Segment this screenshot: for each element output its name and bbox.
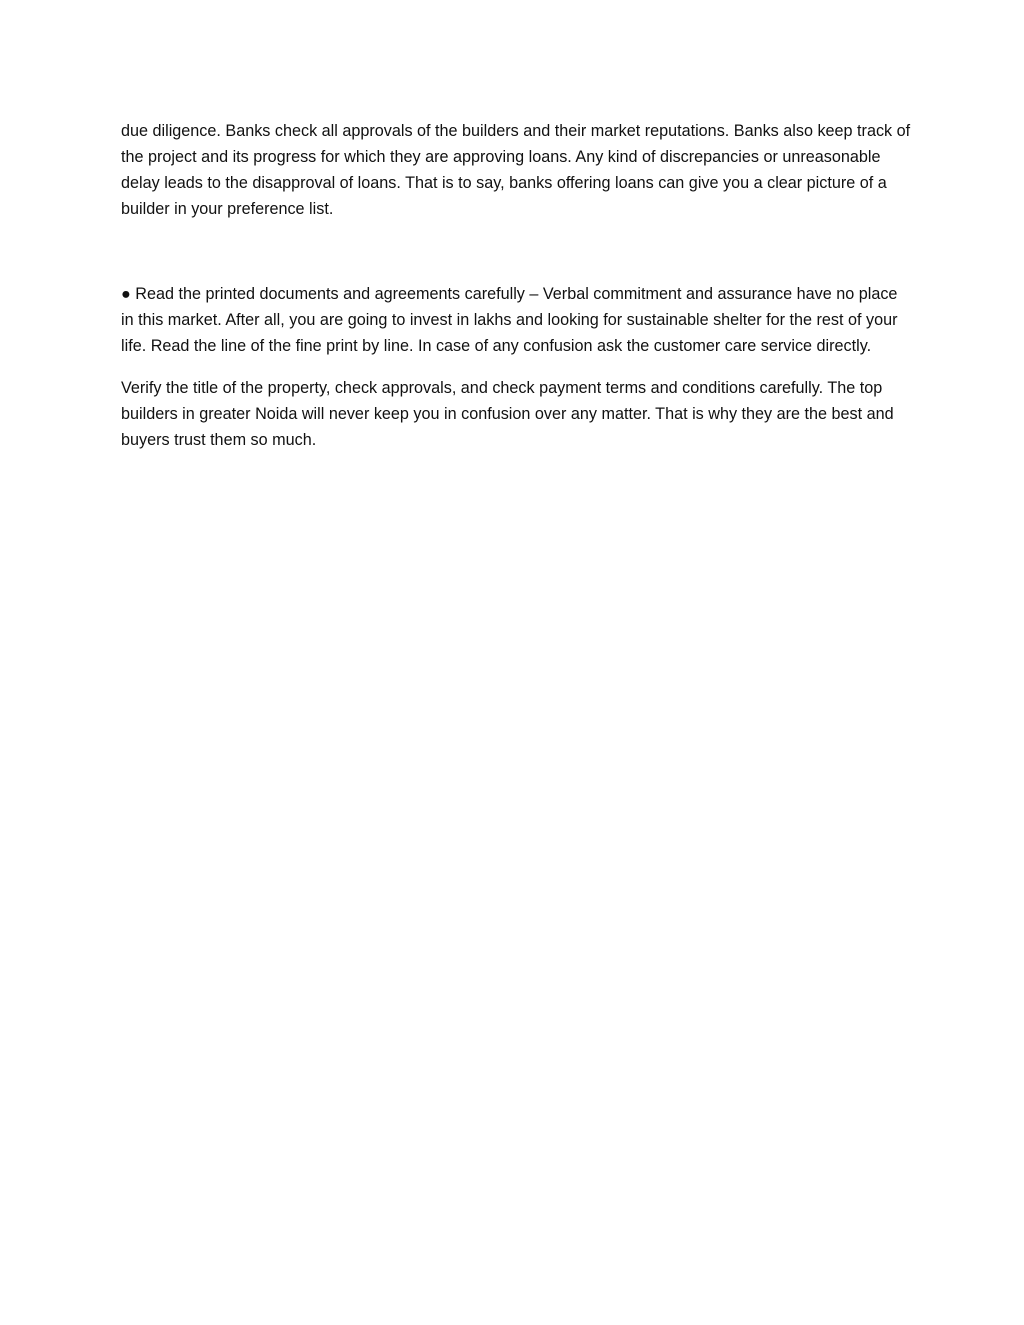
document-body xyxy=(121,118,911,453)
paragraph-verify-title: Verify the title of the property, check approvals, and check payment terms and conditions carefully. The top builders in greater Noida will never keep you in confusion over any matter. That is why they are the best and buyers trust them so much. xyxy=(121,379,894,449)
paragraph-read-documents-bullet: ● Read the printed documents and agreements carefully – Verbal commitment and assurance have no place in this market. After all, you are going to invest in lakhs and looking for sustainable shelter for the rest of your life. Read the line of the fine print by line. In case of any confusion ask the customer care service directly. xyxy=(121,285,898,355)
paragraph-due-diligence: due diligence. Banks check all approvals of the builders and their market reputations. Banks also keep track of the project and its progress for which they are approving loans. Any kind of discrepancies or unreasonable delay leads to the disapproval of loans. That is to say, banks offering loans can give you a clear picture of a builder in your preference list. xyxy=(121,122,911,218)
